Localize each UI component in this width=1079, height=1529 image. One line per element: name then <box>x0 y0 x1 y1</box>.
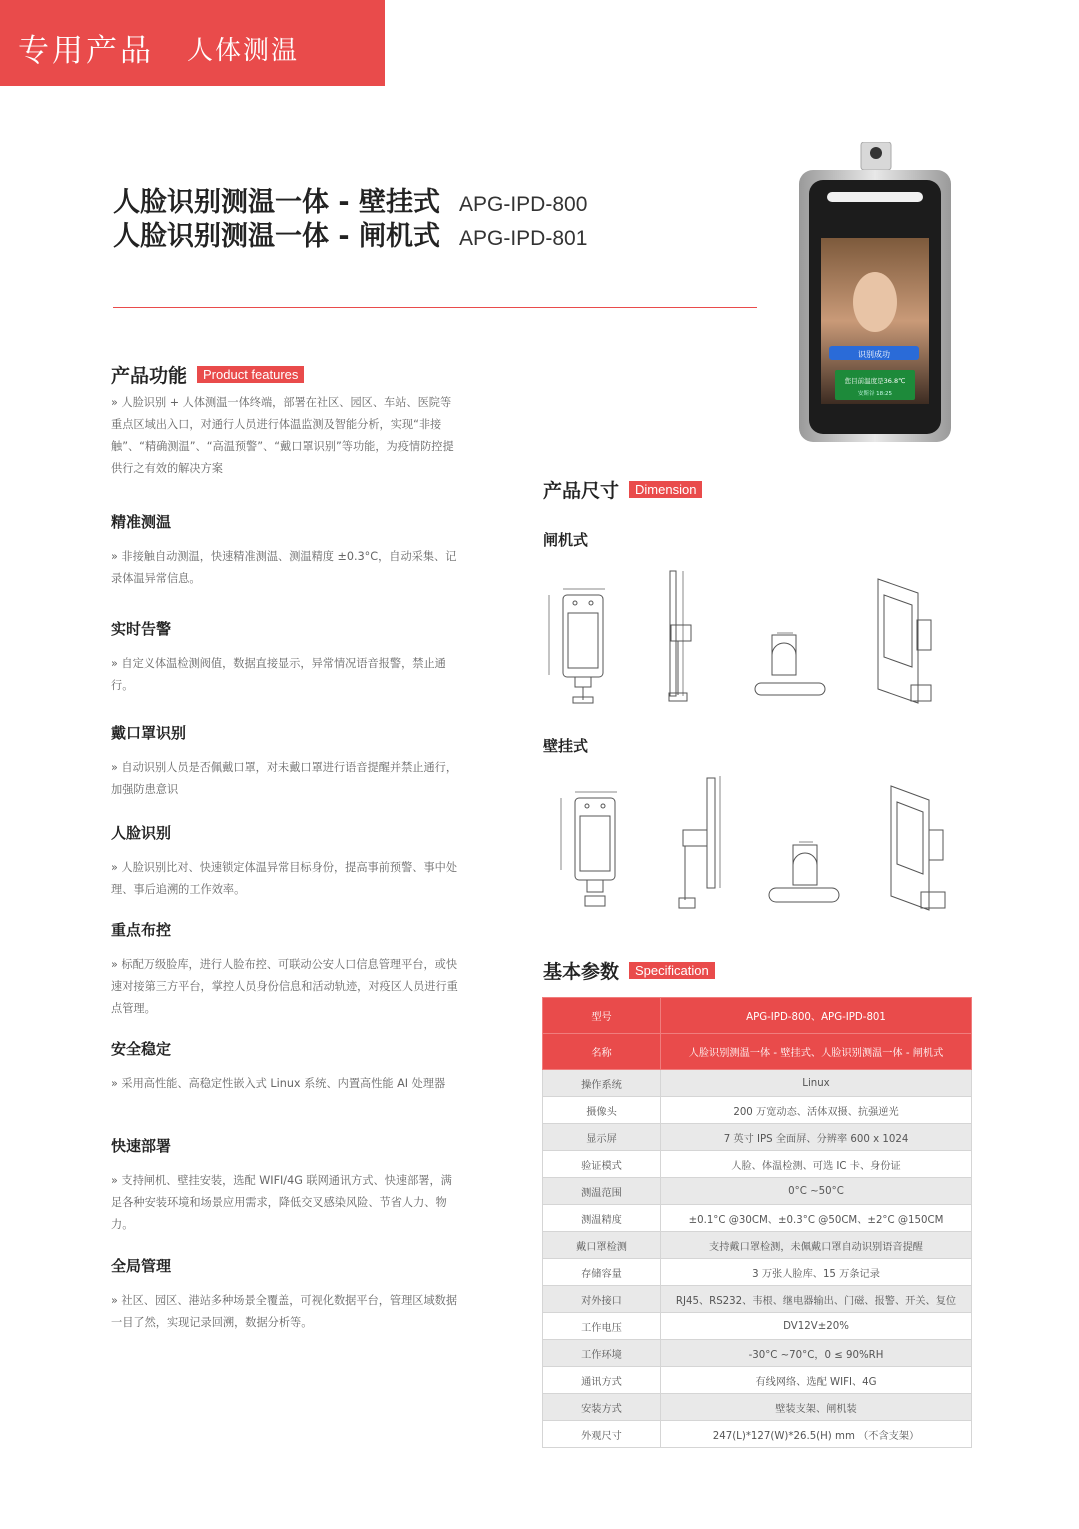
features-heading-en: Product features <box>197 366 304 383</box>
feature-text: » 非接触自动测温，快速精准测温、测温精度 ±0.3°C，自动采集、记录体温异常信息。 <box>111 550 457 585</box>
features-heading <box>111 361 304 388</box>
spec-value: 支持戴口罩检测，未佩戴口罩自动识别语音提醒 <box>661 1232 972 1259</box>
feature-title: 快速部署 <box>111 1137 172 1155</box>
table-row <box>543 1259 972 1286</box>
device-sub-text: 安斯谷 18:25 <box>857 391 893 397</box>
table-row <box>543 1034 972 1070</box>
feature-block <box>111 618 461 697</box>
table-row <box>543 1340 972 1367</box>
table-row <box>543 1286 972 1313</box>
feature-text: » 采用高性能、高稳定性嵌入式 Linux 系统、内置高性能 AI 处理器 <box>111 1077 446 1090</box>
table-row <box>543 1394 972 1421</box>
spec-heading-zh: 基本参数 <box>543 961 620 983</box>
product-code-1: APG-IPD-800 <box>459 193 588 216</box>
spec-value: 200 万宽动态、活体双摄、抗强逆光 <box>661 1097 972 1124</box>
spec-value: 人脸识别测温一体 - 壁挂式、人脸识别测温一体 - 闸机式 <box>661 1034 972 1070</box>
table-row <box>543 1124 972 1151</box>
spec-value: 壁装支架、闸机装 <box>661 1394 972 1421</box>
feature-title: 戴口罩识别 <box>111 724 187 742</box>
features-heading-zh: 产品功能 <box>111 365 188 387</box>
spec-key: 显示屏 <box>543 1124 661 1151</box>
device-product-image <box>799 142 951 442</box>
feature-title: 安全稳定 <box>111 1040 172 1058</box>
spec-value: 3 万张人脸库、15 万条记录 <box>661 1259 972 1286</box>
feature-title: 人脸识别 <box>111 824 172 842</box>
product-name-2: 人脸识别测温一体 - 闸机式 <box>113 221 441 252</box>
spec-key: 工作电压 <box>543 1313 661 1340</box>
spec-key: 存储容量 <box>543 1259 661 1286</box>
feature-block <box>111 722 461 801</box>
dimension-heading-zh: 产品尺寸 <box>543 480 620 502</box>
table-row <box>543 1421 972 1448</box>
header-banner <box>0 0 385 86</box>
spec-value: APG-IPD-800、APG-IPD-801 <box>661 998 972 1034</box>
spec-value: Linux <box>661 1070 972 1097</box>
feature-block <box>111 1038 461 1095</box>
table-row <box>543 1313 972 1340</box>
feature-text: » 支持闸机、壁挂安装，选配 WIFI/4G 联网通讯方式、快速部署，满足各种安装环境和场景应用需求，降低交叉感染风险、节省人力、物力。 <box>111 1174 452 1231</box>
device-temp-text: 您目前温度是36.8℃ <box>844 377 906 385</box>
table-row <box>543 998 972 1034</box>
table-row <box>543 1205 972 1232</box>
feature-title: 重点布控 <box>111 921 172 939</box>
spec-key: 安装方式 <box>543 1394 661 1421</box>
table-row <box>543 1232 972 1259</box>
spec-key: 戴口罩检测 <box>543 1232 661 1259</box>
feature-text: » 自动识别人员是否佩戴口罩，对未戴口罩进行语音提醒并禁止通行，加强防患意识 <box>111 761 458 796</box>
spec-key: 验证模式 <box>543 1151 661 1178</box>
gate-dimension-drawings <box>543 565 943 710</box>
spec-key: 测温范围 <box>543 1178 661 1205</box>
spec-key: 测温精度 <box>543 1205 661 1232</box>
spec-key: 摄像头 <box>543 1097 661 1124</box>
feature-block <box>111 1135 461 1236</box>
product-name-1: 人脸识别测温一体 - 壁挂式 <box>113 187 441 218</box>
feature-block <box>111 822 461 901</box>
table-row <box>543 1070 972 1097</box>
spec-table <box>542 997 972 1448</box>
spec-heading <box>543 957 715 984</box>
device-status-text: 识别成功 <box>858 350 890 359</box>
feature-text: » 人脸识别比对、快速锁定体温异常目标身份，提高事前预警、事中处理、事后追溯的工作效率。 <box>111 861 458 896</box>
feature-text: » 社区、园区、港站多种场景全覆盖，可视化数据平台，管理区域数据一目了然，实现记录回溯，数据分析等。 <box>111 1294 458 1329</box>
spec-value: 人脸、体温检测、可选 IC 卡、身份证 <box>661 1151 972 1178</box>
features-intro <box>111 392 461 480</box>
feature-text: » 自定义体温检测阀值，数据直接显示，异常情况语音报警，禁止通行。 <box>111 657 446 692</box>
title-divider <box>113 307 757 308</box>
table-row <box>543 1178 972 1205</box>
banner-category: 专用产品 <box>18 33 154 69</box>
banner-subcategory: 人体测温 <box>187 36 300 66</box>
spec-key: 工作环境 <box>543 1340 661 1367</box>
spec-key: 操作系统 <box>543 1070 661 1097</box>
spec-key: 对外接口 <box>543 1286 661 1313</box>
spec-key: 型号 <box>543 998 661 1034</box>
feature-block <box>111 511 461 590</box>
spec-value: -30°C ~70°C，0 ≤ 90%RH <box>661 1340 972 1367</box>
gate-type-label: 闸机式 <box>543 531 589 549</box>
table-row <box>543 1097 972 1124</box>
feature-title: 全局管理 <box>111 1257 172 1275</box>
feature-title: 精准测温 <box>111 513 172 531</box>
table-row <box>543 1367 972 1394</box>
spec-value: RJ45、RS232、韦根、继电器输出、门磁、报警、开关、复位 <box>661 1286 972 1313</box>
spec-value: 有线网络、选配 WIFI、4G <box>661 1367 972 1394</box>
features-intro-text: » 人脸识别 + 人体测温一体终端，部署在社区、园区、车站、医院等重点区域出入口，对通行人员进行体温监测及智能分析，实现“非接触”、“精确测温”、“高温预警”、“戴口罩识别”等功能，为疫情防控提供行之有效的解决方案 <box>111 396 454 475</box>
table-row <box>543 1151 972 1178</box>
product-title-2 <box>113 214 587 253</box>
spec-value: ±0.1°C @30CM、±0.3°C @50CM、±2°C @150CM <box>661 1205 972 1232</box>
wall-type-label: 壁挂式 <box>543 737 589 755</box>
spec-value: DV12V±20% <box>661 1313 972 1340</box>
spec-key: 通讯方式 <box>543 1367 661 1394</box>
feature-block <box>111 919 461 1020</box>
product-code-2: APG-IPD-801 <box>459 227 588 250</box>
spec-value: 0°C ~50°C <box>661 1178 972 1205</box>
feature-text: » 标配万级脸库，进行人脸布控、可联动公安人口信息管理平台，或快速对接第三方平台，掌控人员身份信息和活动轨迹，对疫区人员进行重点管理。 <box>111 958 458 1015</box>
dimension-heading-en: Dimension <box>629 481 702 498</box>
spec-key: 外观尺寸 <box>543 1421 661 1448</box>
feature-title: 实时告警 <box>111 620 172 638</box>
spec-value: 247(L)*127(W)*26.5(H) mm （不含支架） <box>661 1421 972 1448</box>
wall-dimension-drawings <box>555 770 955 915</box>
spec-value: 7 英寸 IPS 全面屏、分辨率 600 x 1024 <box>661 1124 972 1151</box>
feature-block <box>111 1255 461 1334</box>
dimension-heading <box>543 476 702 503</box>
spec-key: 名称 <box>543 1034 661 1070</box>
spec-heading-en: Specification <box>629 962 715 979</box>
